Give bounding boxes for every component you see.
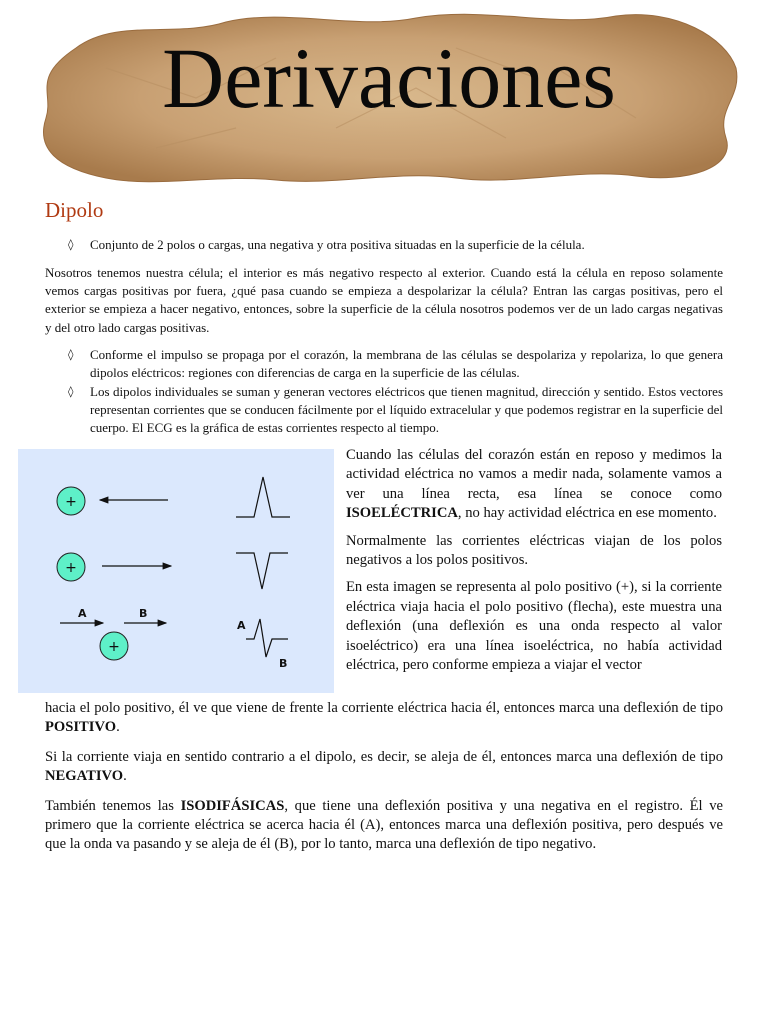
label-a: A [78, 607, 87, 620]
title-banner [36, 8, 742, 188]
body-flow [45, 699, 723, 865]
biphasic-deflexion-wave [246, 619, 288, 657]
diamond-bullet-icon: ◊ [68, 348, 74, 361]
bullet-item [68, 383, 723, 438]
dipole-figure [18, 449, 334, 693]
plus-sign: + [65, 494, 77, 510]
bullet-item [68, 236, 723, 254]
label-b: B [139, 607, 148, 620]
paragraph: También tenemos las ISODIFÁSICAS, que tiene una deflexión positiva y una negativa en el registro. Él ve primero que la corriente eléctrica se acerca hacia él (A), entonces marca una deflexión positiva, pero después ve que la onda va pasando y se aleja de él (B), por lo tanto, marca una deflexión de tipo negativo. [45, 797, 724, 853]
negative-deflexion-wave [236, 553, 288, 589]
paragraph: Si la corriente viaja en sentido contrario a el dipolo, es decir, se aleja de él, entonces marca una deflexión de tipo NEGATIVO. [45, 748, 723, 785]
paragraph: Nosotros tenemos nuestra célula; el interior es más negativo respecto al exterior. Cuando está la célula en reposo solamente vemos cargas positivas por fuera, ¿qué pasa cuando se empieza a despolarizar la célula? Entran las cargas positivas, pero el exterior se empieza a hacer negativo, entonces, sobre la superficie de la célula nosotros podemos ver de un lado cargas negativas y del otro lado cargas positivas. [45, 265, 723, 335]
plus-sign: + [65, 560, 77, 576]
diamond-bullet-icon: ◊ [68, 385, 74, 398]
bullet-text: Los dipolos individuales se suman y generan vectores eléctricos que tienen magnitud, dirección y sentido. Estos vectores representan corrientes que se conducen fácilmente por el líquido extracelular y que podemos registrar en la superficie del cuerpo. El ECG es la gráfica de estas corrientes respecto al tiempo. [90, 384, 723, 436]
paragraph: hacia el polo positivo, él ve que viene de frente la corriente eléctrica hacia él, entonces marca una deflexión de tipo POSITIVO. [45, 700, 723, 736]
right-column-text [346, 446, 722, 675]
bullet-text: Conjunto de 2 polos o cargas, una negativa y otra positiva situadas en la superficie de la célula. [90, 237, 585, 252]
paragraph: En esta imagen se representa al polo positivo (+), si la corriente eléctrica viaja hacia el polo positivo (flecha), este muestra una deflexión (una deflexión es una onda respecto al valor isoeléctrico) era una línea isoeléctrica, no había actividad eléctrica, pero conforme empieza a viajar el vector [346, 579, 722, 674]
section-heading: Dipolo [45, 198, 104, 222]
diamond-bullet-icon: ◊ [68, 238, 74, 251]
page-title: Derivaciones [162, 30, 616, 126]
bullet-text: Conforme el impulso se propaga por el corazón, la membrana de las células se despolariza y repolariza, lo que genera dipolos eléctricos: regiones con diferencias de carga en la superficie de las células. [90, 347, 723, 381]
plus-sign: + [108, 639, 120, 655]
paragraph: Normalmente las corrientes eléctricas viajan de los polos negativos a los polos positivos. [346, 532, 722, 569]
paragraph: Cuando las células del corazón están en reposo y medimos la actividad eléctrica no vamos a medir nada, solamente vamos a ver una línea recta, esa línea se conoce como ISOELÉCTRICA, no hay actividad eléctrica en ese momento. [346, 447, 722, 522]
wave-label-a: A [237, 619, 246, 632]
positive-deflexion-wave [236, 477, 290, 517]
bullet-item [68, 346, 723, 382]
wave-label-b: B [279, 657, 288, 670]
dipole-diagram [18, 449, 334, 693]
